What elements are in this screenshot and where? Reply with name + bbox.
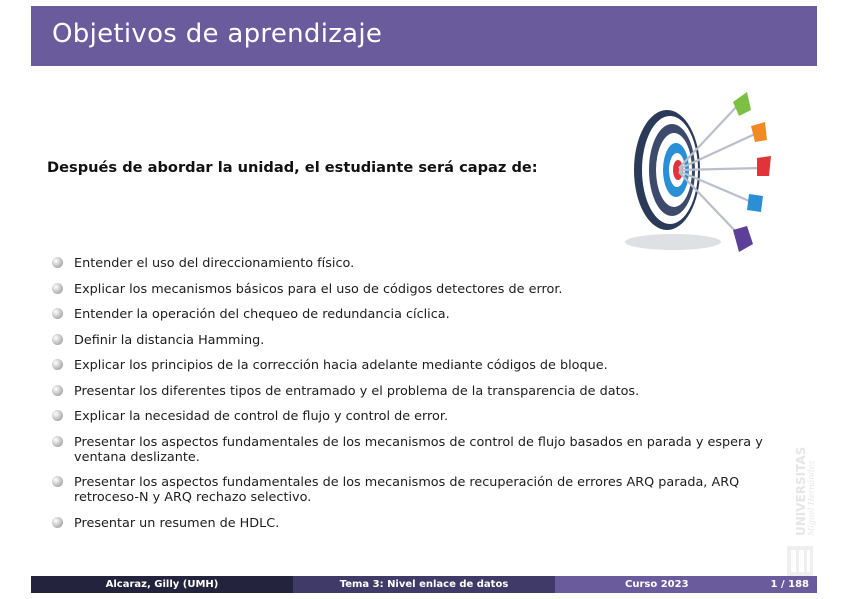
page-number: 1 / 188 [770,579,809,590]
footer-course [555,576,817,593]
list-item: Definir la distancia Hamming. [47,333,807,348]
target-arrows-icon [621,92,771,256]
list-item: Explicar los mecanismos básicos para el uso de códigos detectores de error. [47,282,807,297]
list-item: Presentar un resumen de HDLC. [47,516,807,531]
list-item: Entender la operación del chequeo de redundancia cíclica. [47,307,807,322]
sphere-bullet-icon [52,283,63,294]
list-item: Explicar los principios de la corrección hacia adelante mediante códigos de bloque. [47,358,807,373]
intro-text: Después de abordar la unidad, el estudiante será capaz de: [47,159,538,176]
watermark-line1: UNIVERSITAS [794,446,808,536]
footer [31,576,817,593]
sphere-bullet-icon [52,308,63,319]
footer-course-label: Curso 2023 [625,579,689,590]
slide-title: Objetivos de aprendizaje [52,19,383,49]
sphere-bullet-icon [52,257,63,268]
sphere-bullet-icon [52,385,63,396]
list-item: Explicar la necesidad de control de flujo y control de error. [47,409,807,424]
list-item: Presentar los aspectos fundamentales de los mecanismos de recuperación de errores ARQ parada, ARQ retroceso-N y ARQ rechazo selectivo. [47,475,807,505]
sphere-bullet-icon [52,436,63,447]
sphere-bullet-icon [52,359,63,370]
list-item: Entender el uso del direccionamiento físico. [47,256,807,271]
sphere-bullet-icon [52,517,63,528]
list-item: Presentar los aspectos fundamentales de los mecanismos de control de flujo basados en parada y espera y ventana deslizante. [47,435,807,465]
watermark-line2: Miguel Hernández [807,460,816,536]
sphere-bullet-icon [52,476,63,487]
list-item: Presentar los diferentes tipos de entramado y el problema de la transparencia de datos. [47,384,807,399]
footer-author: Alcaraz, Gilly (UMH) [31,576,293,593]
umh-logo-icon [783,436,817,581]
footer-topic: Tema 3: Nivel enlace de datos [293,576,555,593]
sphere-bullet-icon [52,334,63,345]
title-bar [31,6,817,66]
objectives-list [47,256,807,541]
sphere-bullet-icon [52,410,63,421]
slide [31,6,817,594]
